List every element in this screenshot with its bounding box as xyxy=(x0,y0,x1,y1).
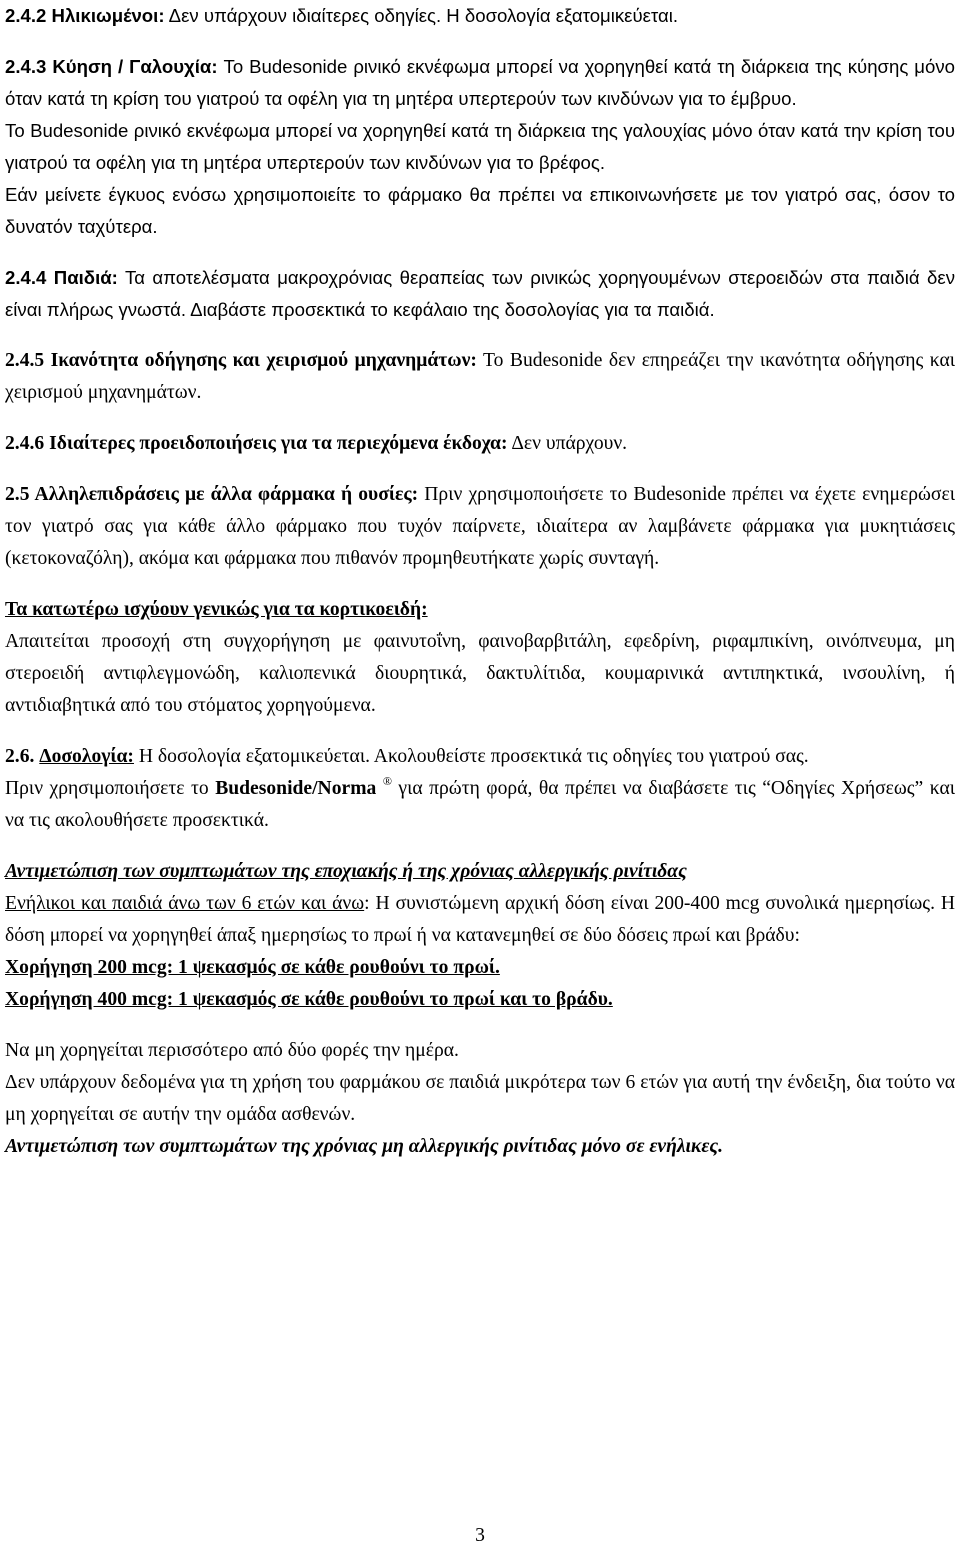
section-2-5-text: Πριν χρησιμοποιήσετε το Budesonide πρέπει να έχετε ενημερώσει τον γιατρό σας για κάθε άλλο φάρμακο που τυχόν παίρνετε, ιδιαίτερα αν λαμβάνετε φάρμακα για μυκητιάσεις (κετοκοναζόλη), ακόμα και φάρμακα που πιθανόν προμηθευτήκατε χωρίς συνταγή. xyxy=(5,484,955,569)
section-2-4-4-heading: 2.4.4 Παιδιά: xyxy=(5,267,118,288)
section-2-4-2-text: Δεν υπάρχουν ιδιαίτερες οδηγίες. Η δοσολογία εξατομικεύεται. xyxy=(164,5,679,26)
note-children-under-6: Δεν υπάρχουν δεδομένα για τη χρήση του φαρμάκου σε παιδιά μικρότερα των 6 ετών για αυτή την ένδειξη, δια τούτο να μη χορηγείται σε αυτήν την ομάδα ασθενών. xyxy=(5,1072,955,1125)
section-2-4-3-paragraph-3: Εάν μείνετε έγκυος ενόσω χρησιμοποιείτε το φάρμακο θα πρέπει να επικοινωνήσετε με τον γιατρό σας, όσον το δυνατόν ταχύτερα. xyxy=(5,184,955,237)
registered-mark: ® xyxy=(382,774,392,788)
section-2-6-text: Η δοσολογία εξατομικεύεται. Ακολουθείστε προσεκτικά τις οδηγίες του γιατρού σας. xyxy=(133,746,809,767)
adults-label: Ενήλικοι και παιδιά άνω των 6 ετών και άνω xyxy=(5,893,365,914)
section-2-6-number: 2.6. xyxy=(5,746,35,767)
section-2-6-p2-before: Πριν χρησιμοποιήσετε το xyxy=(5,778,216,799)
section-2-4-6-heading: 2.4.6 Ιδιαίτερες προειδοποιήσεις για τα περιεχόμενα έκδοχα: xyxy=(5,433,508,454)
note-max-frequency: Να μη χορηγείται περισσότερο από δύο φορές την ημέρα. xyxy=(5,1040,459,1061)
chronic-rhinitis-heading-text: Αντιμετώπιση των συμπτωμάτων της χρόνιας μη αλλεργικής ρινίτιδας μόνο σε ενήλικες. xyxy=(5,1136,724,1157)
adults-dosage xyxy=(5,888,955,952)
dose-200-text: Χορήγηση 200 mcg: 1 ψεκασμός σε κάθε ρουθούνι το πρωί. xyxy=(5,957,500,978)
dose-200 xyxy=(5,952,955,984)
document-page xyxy=(5,0,955,1163)
dose-400-text: Χορήγηση 400 mcg: 1 ψεκασμός σε κάθε ρουθούνι το πρωί και το βράδυ. xyxy=(5,989,613,1010)
section-2-4-6-text: Δεν υπάρχουν. xyxy=(507,433,628,454)
dose-400 xyxy=(5,984,955,1016)
adults-dosage-text: : Η συνιστώμενη αρχική δόση είναι 200-400 mcg συνολικά ημερησίως. Η δόση μπορεί να χορηγηθεί άπαξ ημερησίως το πρωί ή να κατανεμηθεί σε δύο δόσεις πρωί και βράδυ: xyxy=(5,893,955,946)
chronic-rhinitis-heading xyxy=(5,1131,955,1163)
corticoids-heading-text: Τα κατωτέρω ισχύουν γενικώς για τα κορτικοειδή: xyxy=(5,599,428,620)
section-2-4-5-heading: 2.4.5 Ικανότητα οδήγησης και χειρισμού μηχανημάτων: xyxy=(5,350,477,371)
section-2-4-5-text: Το Budesonide δεν επηρεάζει την ικανότητα οδήγησης και χειρισμού μηχανημάτων. xyxy=(5,350,955,403)
section-2-6-p2-after: για πρώτη φορά, θα πρέπει να διαβάσετε τις “Οδηγίες Χρήσεως” και να τις ακολουθήσετε προσεκτικά. xyxy=(5,778,955,831)
section-2-4-3 xyxy=(5,51,955,115)
corticoids-text: Απαιτείται προσοχή στη συγχορήγηση με φαινυτοΐνη, φαινοβαρβιτάλη, εφεδρίνη, ριφαμπικίνη, οινόπνευμα, μη στεροειδή αντιφλεγμονώδη, καλιοπενικά διουρητικά, δακτυλίτιδα, κουμαρινικά αντιπηκτικά, ινσουλίνη, ή αντιδιαβητικά από του στόματος χορηγούμενα. xyxy=(5,631,955,716)
page-number: 3 xyxy=(475,1525,485,1546)
section-2-4-3-paragraph-2: Το Budesonide ρινικό εκνέφωμα μπορεί να χορηγηθεί κατά τη διάρκεια της γαλουχίας μόνο όταν κατά την κρίση του γιατρού τα οφέλη για τη μητέρα υπερτερούν των κινδύνων για το βρέφος. xyxy=(5,120,955,173)
section-2-4-4 xyxy=(5,262,955,326)
section-2-4-5 xyxy=(5,345,955,409)
corticoids-heading xyxy=(5,594,955,626)
section-2-6-paragraph-2 xyxy=(5,773,955,837)
section-2-5 xyxy=(5,479,955,575)
allergic-rhinitis-heading xyxy=(5,856,955,888)
section-2-4-4-text: Τα αποτελέσματα μακροχρόνιας θεραπείας των ρινικώς χορηγουμένων στεροειδών στα παιδιά δεν είναι πλήρως γνωστά. Διαβάστε προσεκτικά το κεφάλαιο της δοσολογίας για τα παιδιά. xyxy=(5,267,955,320)
section-2-4-2 xyxy=(5,0,955,32)
section-2-4-3-heading: 2.4.3 Κύηση / Γαλουχία: xyxy=(5,56,218,77)
section-2-4-3-paragraph-1: To Budesonide ρινικό εκνέφωμα μπορεί να χορηγηθεί κατά τη διάρκεια της κύησης μόνο όταν κατά τη κρίση του γιατρού τα οφέλη για τη μητέρα υπερτερούν των κινδύνων για το έμβρυο. xyxy=(5,56,955,109)
allergic-rhinitis-heading-text: Αντιμετώπιση των συμπτωμάτων της εποχιακής ή της χρόνιας αλλεργικής ρινίτιδας xyxy=(5,861,687,882)
section-2-4-2-heading: 2.4.2 Ηλικιωμένοι: xyxy=(5,5,165,26)
product-name: Budesonide/Norma xyxy=(215,778,377,799)
section-2-5-heading: 2.5 Αλληλεπιδράσεις με άλλα φάρμακα ή ουσίες: xyxy=(5,484,419,505)
section-2-4-6 xyxy=(5,428,955,460)
section-2-6 xyxy=(5,741,955,773)
section-2-6-heading: Δοσολογία: xyxy=(39,746,134,767)
